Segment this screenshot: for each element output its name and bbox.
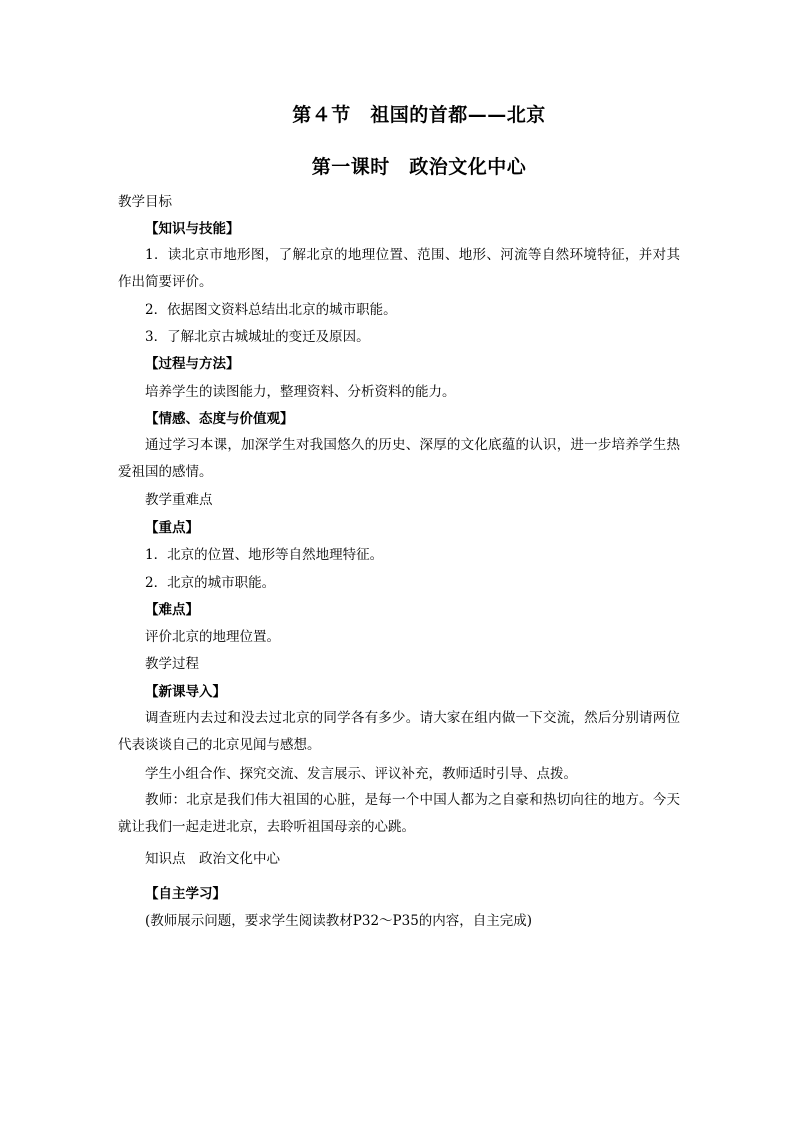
difficulty-text: 评价北京的地理位置。 (145, 629, 280, 645)
knowledge-heading: 【知识与技能】 (145, 221, 240, 237)
intro-paragraph-3: 教师：北京是我们伟大祖国的心脏，是每一个中国人都为之自豪和热切向往的地方。今天就让我们一起走进北京，去聆听祖国母亲的心跳。 (118, 792, 680, 835)
emotion-heading: 【情感、态度与价值观】 (145, 411, 294, 427)
goal-1: 1．读北京市地形图，了解北京的地理位置、范围、地形、河流等自然环境特征，并对其作出简要评价。 (118, 247, 680, 290)
goal-3: 3．了解北京古城城址的变迁及原因。 (145, 329, 370, 345)
difficulty-heading: 【难点】 (145, 602, 199, 618)
key-points-heading: 教学重难点 (145, 492, 213, 508)
intro-heading: 【新课导入】 (145, 684, 226, 700)
intro-paragraph-2: 学生小组合作、探究交流、发言展示、评议补充，教师适时引导、点拨。 (145, 766, 577, 782)
goal-2: 2．依据图文资料总结出北京的城市职能。 (145, 302, 397, 318)
self-study-text: (教师展示问题，要求学生阅读教材P32～P35的内容，自主完成) (145, 913, 533, 929)
teaching-process-heading: 教学过程 (145, 656, 199, 672)
process-heading: 【过程与方法】 (145, 356, 240, 372)
intro-paragraph-1: 调查班内去过和没去过北京的同学各有多少。请大家在组内做一下交流，然后分别请两位代表谈谈自己的北京见闻与感想。 (118, 710, 680, 753)
teaching-goals-heading: 教学目标 (118, 194, 172, 210)
page-subtitle: 第一课时 政治文化中心 (311, 156, 527, 178)
key-heading: 【重点】 (145, 520, 199, 536)
key-2: 2．北京的城市职能。 (145, 575, 276, 591)
process-text: 培养学生的读图能力，整理资料、分析资料的能力。 (145, 384, 456, 400)
page-title: 第４节 祖国的首都——北京 (292, 104, 546, 126)
knowledge-point-heading: 知识点 政治文化中心 (145, 851, 280, 867)
emotion-text: 通过学习本课，加深学生对我国悠久的历史、深厚的文化底蕴的认识，进一步培养学生热爱祖国的感情。 (118, 437, 680, 480)
key-1: 1．北京的位置、地形等自然地理特征。 (145, 547, 384, 563)
self-study-heading: 【自主学习】 (145, 886, 226, 902)
